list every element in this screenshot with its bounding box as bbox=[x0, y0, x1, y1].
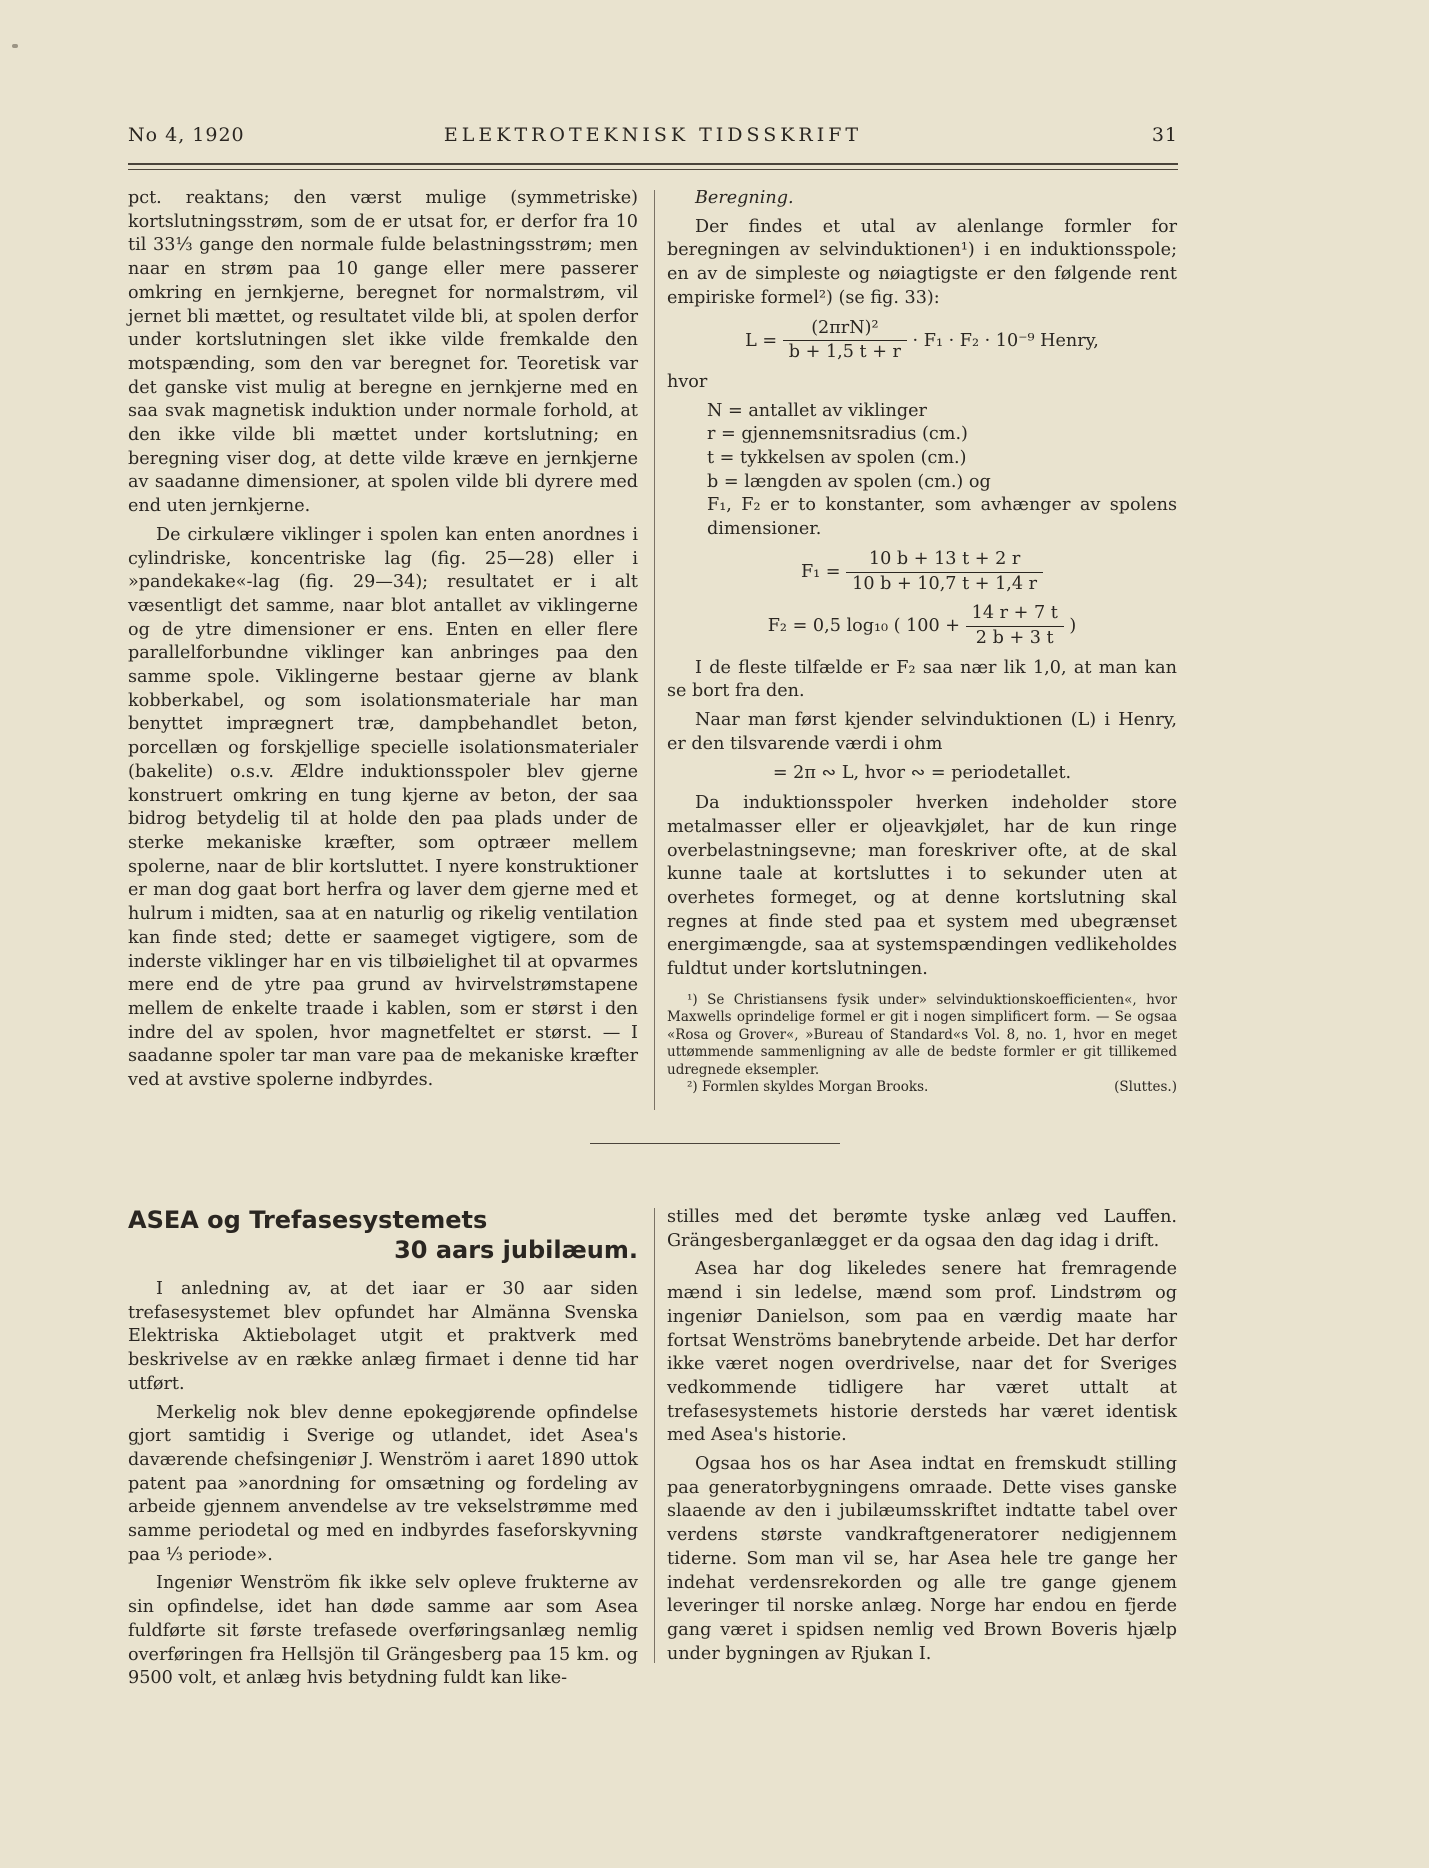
title-line-2: 30 aars jubilæum. bbox=[394, 1236, 638, 1264]
header-rule-thin bbox=[128, 169, 1178, 170]
title-line-1: ASEA og Trefasesystemets bbox=[128, 1206, 488, 1234]
footnote: ¹) Se Christiansens fysik under» selvinduktionskoefficienten«, hvor Maxwells oprindelige formel er git i nogen simplificert form. — Se ogsaa «Rosa og Grover«, »Bureau of Standard«s Vol. 8, no. 1, hvor en meget uttømmende sammenligning av alle de bedste formler er git tillikemed udregnede eksempler. bbox=[667, 991, 1177, 1078]
paragraph: Da induktionsspoler hverken indeholder store metalmasser eller er oljeavkjølet, har de kun ringe overbelastningsevne; man foreskriver ofte, at de skal kunne taale at kortsluttes i to sekunder uten at overhetes formeget, og at denne kortslutning skal regnes at finde sted paa et system med ubegrænset energimængde, saa at systemspændingen vedlikeholdes fuldtut under kortslutningen. bbox=[667, 793, 1177, 980]
section-heading: Beregning. bbox=[695, 188, 794, 208]
formula-fraction bbox=[846, 548, 1043, 596]
paragraph: Ogsaa hos os har Asea indtat en fremskudt stilling paa generatorbygningens omraade. Dette vises ganske slaaende av den i jubilæumsskriftet indtatte tabel over verdens største vandkraftgeneratorer nedigjennem tiderne. Som man vil se, har Asea hele tre gange her indehat verdensrekorden og alle tre gange gjenem leveringer til norske anlæg. Norge har endou en fjerde gang været i spidsen nemlig ved Brown Boveris hjælp under bygningen av Rjukan I. bbox=[667, 1454, 1177, 1664]
definition-item: t = tykkelsen av spolen (cm.) bbox=[707, 448, 967, 469]
footnotes bbox=[667, 992, 1177, 1097]
definition-item: F₁, F₂ er to konstanter, som avhænger av spolens dimensioner. bbox=[707, 495, 1177, 540]
definition-item: N = antallet av viklinger bbox=[707, 400, 927, 421]
formula-fraction bbox=[966, 602, 1064, 650]
formula-rhs: · F₁ · F₂ · 10⁻⁹ Henry, bbox=[912, 330, 1099, 351]
column-left-upper bbox=[128, 187, 638, 1098]
paragraph: Merkelig nok blev denne epokegjørende opfindelse gjort samtidig i Sverige og utlandet, idet Asea's daværende chefsingeniør J. Wenström i aaret 1890 uttok patent paa »anordning for omsætning og fordeling av arbeide gjennem anvendelse av tre vekselstrømme med samme periodetal og med en indbyrdes faseforskyvning paa ⅓ periode». bbox=[128, 1402, 638, 1565]
hvor-label: hvor bbox=[667, 371, 708, 392]
numerator: 14 r + 7 t bbox=[966, 602, 1064, 627]
ink-blot bbox=[12, 44, 18, 48]
continued-marker: (Sluttes.) bbox=[1114, 1079, 1177, 1096]
definition-item: b = længden av spolen (cm.) og bbox=[707, 471, 991, 492]
journal-title: ELEKTROTEKNISK TIDSSKRIFT bbox=[443, 124, 863, 146]
paragraph: Der findes et utal av alenlange formler for beregningen av selvinduktionen¹) i en induktionsspole; en av de simpleste og nøiagtigste er den følgende rent empiriske formel²) (se fig. 33): bbox=[667, 216, 1177, 308]
article-separator bbox=[590, 1143, 840, 1144]
denominator: 2 b + 3 t bbox=[975, 627, 1054, 648]
paragraph: stilles med det berømte tyske anlæg ved Lauffen. Grängesberganlægget er da ogsaa den dag idag i drift. bbox=[667, 1207, 1177, 1251]
formula-fraction bbox=[783, 317, 907, 365]
paragraph: De cirkulære viklinger i spolen kan enten anordnes i cylindriske, koncentriske lag (fig. 25—28) eller i »pandekake«-lag (fig. 29—34); resultatet er i alt væsentligt det samme, naar blot antallet av viklingerne og de ytre dimensioner er ens. Enten en eller flere parallelforbundne viklinger kan anbringes paa den samme spole. Viklingerne bestaar gjerne av blank kobberkabel, og som isolationsmateriale har man benyttet imprægnert træ, dampbehandlet beton, porcellæn og forskjellige specielle isolationsmaterialer (bakelite) o.s.v. Ældre induktionsspoler blev gjerne konstruert omkring en tung kjerne av beton, der saa bidrog betydelig til at holde den paa plads under de sterke mekaniske kræfter, som optræer mellem spolerne, naar de blir kortsluttet. I nyere konstruktioner er man dog gaat bort herfra og laver dem gjerne med et hulrum i midten, saa at en naturlig og rikelig ventilation kan finde sted; dette er saameget vigtigere, som de inderste viklinger har en vis tilbøielighet til at opvarmes mere end de ytre paa grund av hvirvelstrømstapene mellem de enkelte traade i kablen, som er størst i den indre del av spolen, hvor magnetfeltet er størst. — I saadanne spoler tar man vare paa de mekaniske kræfter ved at avstive spolerne indbyrdes. bbox=[128, 524, 638, 1091]
header-rule-thick bbox=[128, 163, 1178, 165]
formula-ohm: = 2π ∾ L, hvor ∾ = periodetallet. bbox=[772, 763, 1072, 784]
formula-f2 bbox=[667, 602, 1177, 650]
paragraph: I de fleste tilfælde er F₂ saa nær lik 1,0, at man kan se bort fra den. bbox=[667, 657, 1177, 702]
column-right-lower bbox=[667, 1206, 1177, 1671]
column-left-lower bbox=[128, 1278, 638, 1696]
denominator: b + 1,5 t + r bbox=[788, 342, 901, 363]
column-right-upper bbox=[667, 187, 1177, 1097]
article-title bbox=[128, 1205, 638, 1265]
footnote-text: ²) Formlen skyldes Morgan Brooks. bbox=[687, 1079, 929, 1096]
denominator: 10 b + 10,7 t + 1,4 r bbox=[852, 573, 1038, 594]
paragraph: Naar man først kjender selvinduktionen (L) i Henry, er den tilsvarende værdi i ohm bbox=[667, 710, 1177, 754]
column-divider bbox=[654, 1208, 655, 1663]
formula-f1 bbox=[667, 548, 1177, 596]
formula-close: ) bbox=[1069, 616, 1077, 637]
issue-number: No 4, 1920 bbox=[128, 124, 245, 146]
definition-item: r = gjennemsnitsradius (cm.) bbox=[707, 424, 968, 445]
numerator: (2πrN)² bbox=[783, 317, 907, 342]
variable-definitions bbox=[667, 400, 1177, 542]
paragraph: pct. reaktans; den værst mulige (symmetriske) kortslutningsstrøm, som de er utsat for, er derfor fra 10 til 33⅓ gange den normale fulde belastningsstrøm; men naar en strøm paa 10 gange eller mere passerer omkring en jernkjerne, beregnet for normalstrøm, vil jernet bli mættet, og resultatet vilde bli, at spolen derfor under kortslutningen slet ikke vilde fremkalde den motspænding, som den var beregnet for. Teoretisk var det ganske vist mulig at beregne en jernkjerne med en saa svak magnetisk induktion under normale forhold, at den ikke vilde bli mættet under kortslutning; en beregning viser dog, at dette vilde kræve en jernkjerne av saadanne dimensioner, at spolen vilde bli dyrere med end uten jernkjerne. bbox=[128, 188, 638, 517]
numerator: 10 b + 13 t + 2 r bbox=[846, 548, 1043, 573]
column-divider bbox=[654, 190, 655, 1110]
formula-selfinduction bbox=[667, 317, 1177, 365]
formula-lhs: F₁ = bbox=[800, 562, 841, 583]
paragraph: I anledning av, at det iaar er 30 aar siden trefasesystemet blev opfundet har Almänna Svenska Elektriska Aktiebolaget utgit et praktverk med beskrivelse av en række anlæg firmaet i denne tid har utført. bbox=[128, 1279, 638, 1394]
paragraph: Asea har dog likeledes senere hat fremragende mænd i sin ledelse, mænd som prof. Lindstrøm og ingeniør Danielson, som paa en værdig maate har fortsat Wenströms banebrytende arbeide. Det har derfor ikke været nogen overdrivelse, naar det for Sveriges vedkommende tidligere har været uttalt at trefasesystemets historie dersteds har været identisk med Asea's historie. bbox=[667, 1259, 1177, 1446]
running-header bbox=[128, 124, 1178, 152]
paragraph: Ingeniør Wenström fik ikke selv opleve frukterne av sin opfindelse, idet han døde samme aar som Asea fuldførte sit første trefasede overføringsanlæg nemlig overføringen fra Hellsjön til Grängesberg paa 15 km. og 9500 volt, et anlæg hvis betydning fuldt kan like- bbox=[128, 1573, 638, 1689]
formula-lhs: F₂ = 0,5 log₁₀ ( 100 + bbox=[767, 616, 961, 637]
page-number: 31 bbox=[1151, 124, 1178, 146]
footnote bbox=[667, 1079, 1177, 1097]
formula-lhs: L = bbox=[745, 330, 778, 351]
